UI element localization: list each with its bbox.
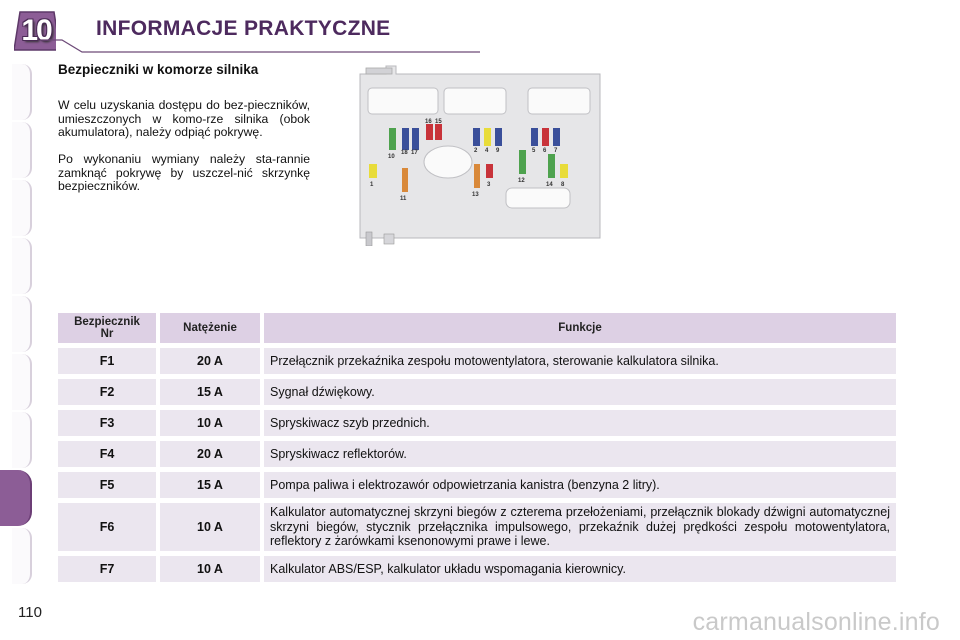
- fuse-table: [54, 308, 900, 587]
- fuse-function: Przełącznik przekaźnika zespołu motowentylatora, sterowanie kalkulatora silnika.: [264, 348, 896, 374]
- chapter-tab[interactable]: [12, 296, 32, 352]
- fuse-label: 5: [532, 148, 536, 154]
- header-amperage: Natężenie: [160, 313, 260, 343]
- fuse-amperage: 10 A: [160, 556, 260, 582]
- fuse-amperage: 20 A: [160, 348, 260, 374]
- table-header-row: [58, 313, 896, 343]
- chapter-tab[interactable]: [12, 122, 32, 178]
- fuse-amperage: 15 A: [160, 472, 260, 498]
- fuse-label: 3: [487, 182, 491, 188]
- fuse-amperage: 15 A: [160, 379, 260, 405]
- table-row: [58, 410, 896, 436]
- fuse-label: 9: [496, 148, 500, 154]
- fuse-label: 8: [561, 182, 565, 188]
- paragraph: W celu uzyskania dostępu do bez-pieczników, umieszczonych w komo-rze silnika (obok akumulatora), należy odpiąć pokrywę.: [58, 98, 310, 140]
- fuse-label: 2: [474, 148, 478, 154]
- fuse-amperage: 10 A: [160, 410, 260, 436]
- header-functions: Funkcje: [264, 313, 896, 343]
- fuse-function: Spryskiwacz szyb przednich.: [264, 410, 896, 436]
- table-row: [58, 379, 896, 405]
- fuse-nr: F5: [58, 472, 156, 498]
- header-fuse-nr-label: Bezpiecznik Nr: [74, 316, 140, 340]
- chapter-tab[interactable]: [12, 528, 32, 584]
- fuse-amperage: 10 A: [160, 503, 260, 551]
- fuse-nr: F7: [58, 556, 156, 582]
- section-title: Bezpieczniki w komorze silnika: [58, 62, 259, 77]
- fuse-label: 6: [543, 148, 547, 154]
- fuse-label: 4: [485, 148, 489, 154]
- chapter-tab[interactable]: [12, 238, 32, 294]
- fuse-nr: F3: [58, 410, 156, 436]
- chapter-tab[interactable]: [12, 354, 32, 410]
- fuse-amperage: 20 A: [160, 441, 260, 467]
- fuse-box-diagram: [356, 62, 610, 246]
- fuse-label: 11: [400, 196, 407, 202]
- fuse-label: 1: [370, 182, 374, 188]
- page-number: 110: [18, 604, 42, 621]
- fuse-label: 16: [425, 119, 432, 125]
- fuse-label: 10: [388, 154, 395, 160]
- fuse-function: Kalkulator automatycznej skrzyni biegów z czterema przełożeniami, przełącznik blokady dźwigni automatycznej skrzyni biegów, stycznik przełącznika impulsowego, przekaźnik dużej prędkości zespołu motowentylatora, reflektory z żarówkami ksenonowymi prawe i lewe.: [264, 503, 896, 551]
- chapter-tab[interactable]: [12, 180, 32, 236]
- paragraph: Po wykonaniu wymiany należy sta-rannie zamknąć pokrywę by uszczel-nić skrzynkę bezpieczników.: [58, 152, 310, 194]
- chapter-tab[interactable]: [12, 412, 32, 468]
- fuse-function: Kalkulator ABS/ESP, kalkulator układu wspomagania kierownicy.: [264, 556, 896, 582]
- fuse-label: 7: [554, 148, 558, 154]
- table-row: [58, 472, 896, 498]
- fuse-label: 17: [411, 150, 418, 156]
- fuse-nr: F2: [58, 379, 156, 405]
- chapter-number: 10: [21, 14, 51, 47]
- watermark: carmanualsonline.info: [692, 608, 940, 636]
- chapter-tab-active[interactable]: [0, 470, 32, 526]
- chapter-tabs: [0, 64, 34, 584]
- chapter-tab[interactable]: [12, 64, 32, 120]
- table-row: [58, 503, 896, 551]
- fuse-label: 15: [435, 119, 442, 125]
- fuse-function: Sygnał dźwiękowy.: [264, 379, 896, 405]
- fuse-label: 18: [401, 150, 408, 156]
- page-title: INFORMACJE PRAKTYCZNE: [96, 17, 391, 40]
- table-row: [58, 556, 896, 582]
- fuse-nr: F1: [58, 348, 156, 374]
- fuse-label: 12: [518, 178, 525, 184]
- fuse-label: 13: [472, 192, 479, 198]
- fuse-function: Spryskiwacz reflektorów.: [264, 441, 896, 467]
- fuse-label: 14: [546, 182, 553, 188]
- fuse-nr: F4: [58, 441, 156, 467]
- table-row: [58, 441, 896, 467]
- fuse-nr: F6: [58, 503, 156, 551]
- header-fuse-nr: [58, 313, 156, 343]
- table-row: [58, 348, 896, 374]
- fuse-function: Pompa paliwa i elektrozawór odpowietrzania kanistra (benzyna 2 litry).: [264, 472, 896, 498]
